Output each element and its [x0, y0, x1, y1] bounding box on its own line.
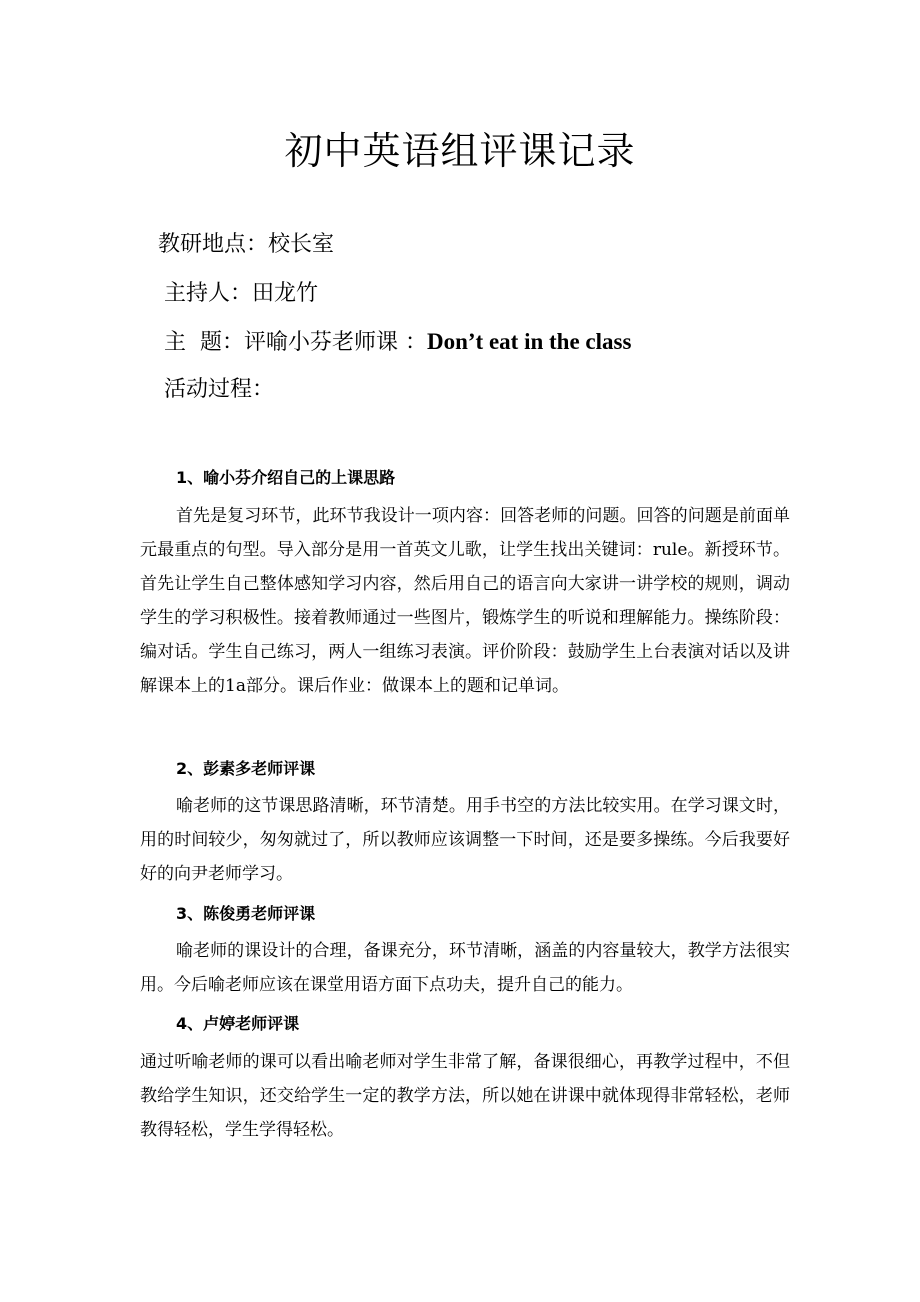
section-body: 喻老师的课设计的合理，备课充分，环节清晰，涵盖的内容量较大，教学方法很实用。今后喻老师应该在课堂用语方面下点功夫，提升自己的能力。: [140, 941, 790, 995]
section-heading: 4、卢婷老师评课: [176, 1014, 300, 1033]
meta-location: 教研地点：校长室: [158, 232, 335, 257]
section-body: 通过听喻老师的课可以看出喻老师对学生非常了解，备课很细心，再教学过程中，不但教给学生知识，还交给学生一定的教学方法，所以她在讲课中就体现得非常轻松，老师教得轻松，学生学得轻松。: [140, 1052, 790, 1140]
section-body: 喻老师的这节课思路清晰，环节清楚。用手书空的方法比较实用。在学习课文时，用的时间较少，匆匆就过了，所以教师应该调整一下时间，还是要多操练。今后我要好好的向尹老师学习。: [140, 796, 790, 884]
section-heading: 2、彭素多老师评课: [176, 759, 316, 778]
section-heading: 1、喻小芬介绍自己的上课思路: [176, 468, 396, 487]
section-heading: 3、陈俊勇老师评课: [176, 904, 316, 923]
meta-topic-english: Don’t eat in the class: [426, 329, 632, 354]
meta-topic-label: 主 题：评喻小芬老师课 ：: [164, 330, 427, 355]
meta-process: 活动过程：: [164, 377, 275, 402]
meta-topic: [164, 327, 631, 358]
page-title: 初中英语组评课记录: [284, 129, 636, 173]
meta-host: 主持人：田龙竹: [164, 281, 319, 306]
section-body: 首先是复习环节，此环节我设计一项内容：回答老师的问题。回答的问题是前面单元最重点的句型。导入部分是用一首英文儿歌，让学生找出关键词：rule。新授环节。首先让学生自己整体感知学习内容，然后用自己的语言向大家讲一讲学校的规则，调动学生的学习积极性。接着教师通过一些图片，锻炼学生的听说和理解能力。操练阶段：编对话。学生自己练习，两人一组练习表演。评价阶段：鼓励学生上台表演对话以及讲解课本上的1a部分。课后作业：做课本上的题和记单词。: [140, 506, 790, 696]
